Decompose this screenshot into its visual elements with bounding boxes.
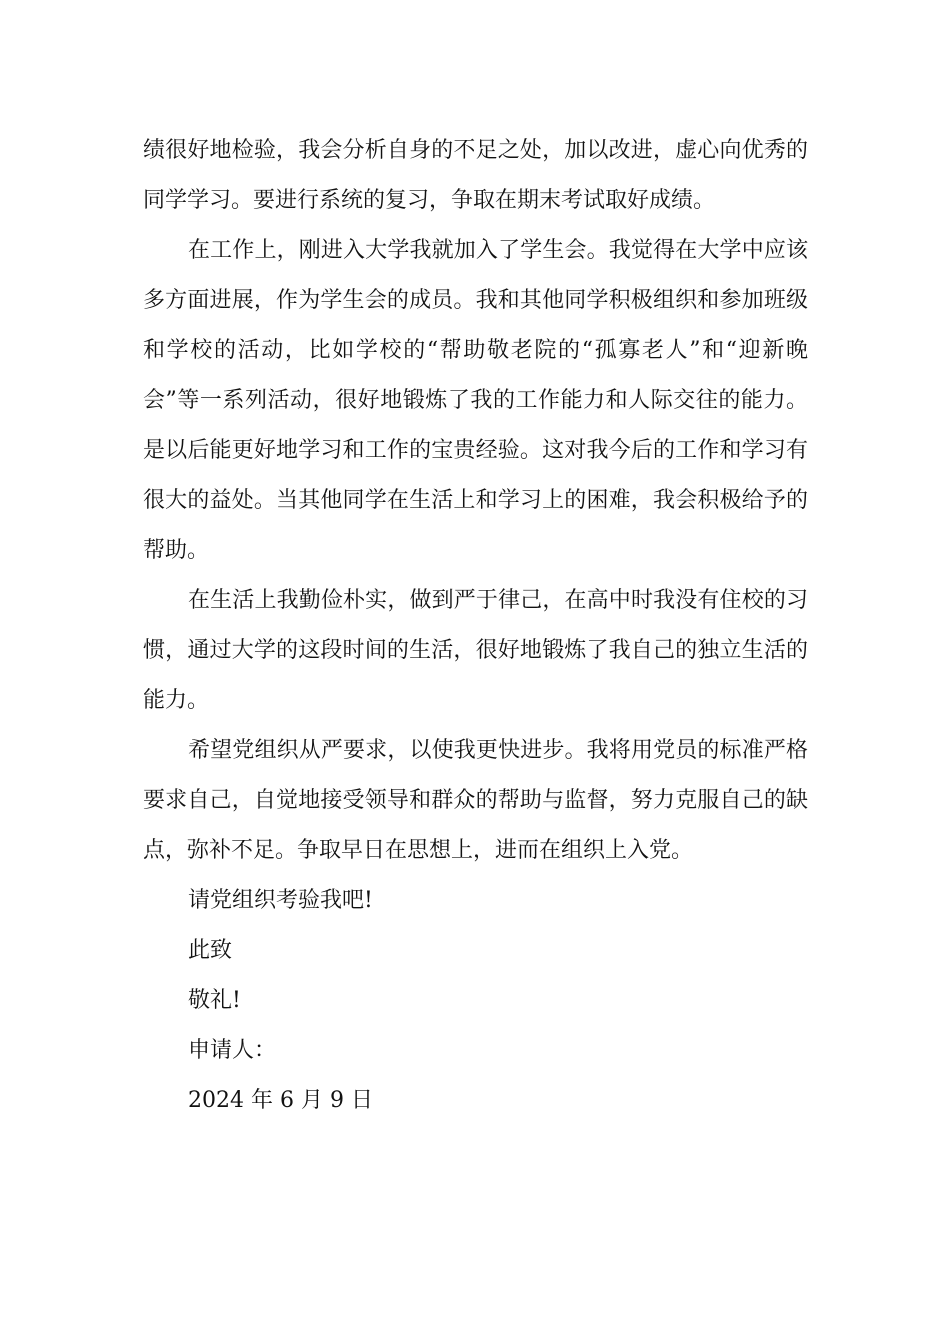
document-date: 2024 年 6 月 9 日 bbox=[188, 1088, 373, 1113]
paragraph-work: 在工作上，刚进入大学我就加入了学生会。我觉得在大学中应该多方面进展，作为学生会的成员。我和其他同学积极组织和参加班级和学校的活动，比如学校的“帮助敬老院的“孤寡老人”和“迎新晚会”等一系列活动，很好地锻炼了我的工作能力和人际交往的能力。是以后能更好地学习和工作的宝贵经验。这对我今后的工作和学习有很大的益处。当其他同学在生活上和学习上的困难，我会积极给予的帮助。 bbox=[143, 238, 808, 563]
paragraph-study-continued: 绩很好地检验，我会分析自身的不足之处，加以改进，虚心向优秀的同学学习。要进行系统的复习，争取在期末考试取好成绩。 bbox=[143, 138, 808, 213]
closing-salutation-1: 此致 bbox=[188, 938, 233, 963]
closing-request: 请党组织考验我吧! bbox=[188, 888, 373, 913]
paragraph-life: 在生活上我勤俭朴实，做到严于律己，在高中时我没有住校的习惯，通过大学的这段时间的生活，很好地锻炼了我自己的独立生活的能力。 bbox=[143, 588, 808, 713]
paragraph-hope: 希望党组织从严要求，以使我更快进步。我将用党员的标准严格要求自己，自觉地接受领导和群众的帮助与监督，努力克服自己的缺点，弥补不足。争取早日在思想上，进而在组织上入党。 bbox=[143, 738, 808, 863]
applicant-label: 申请人： bbox=[188, 1038, 277, 1063]
closing-salutation-2: 敬礼! bbox=[188, 988, 241, 1013]
document-body bbox=[143, 126, 808, 1126]
